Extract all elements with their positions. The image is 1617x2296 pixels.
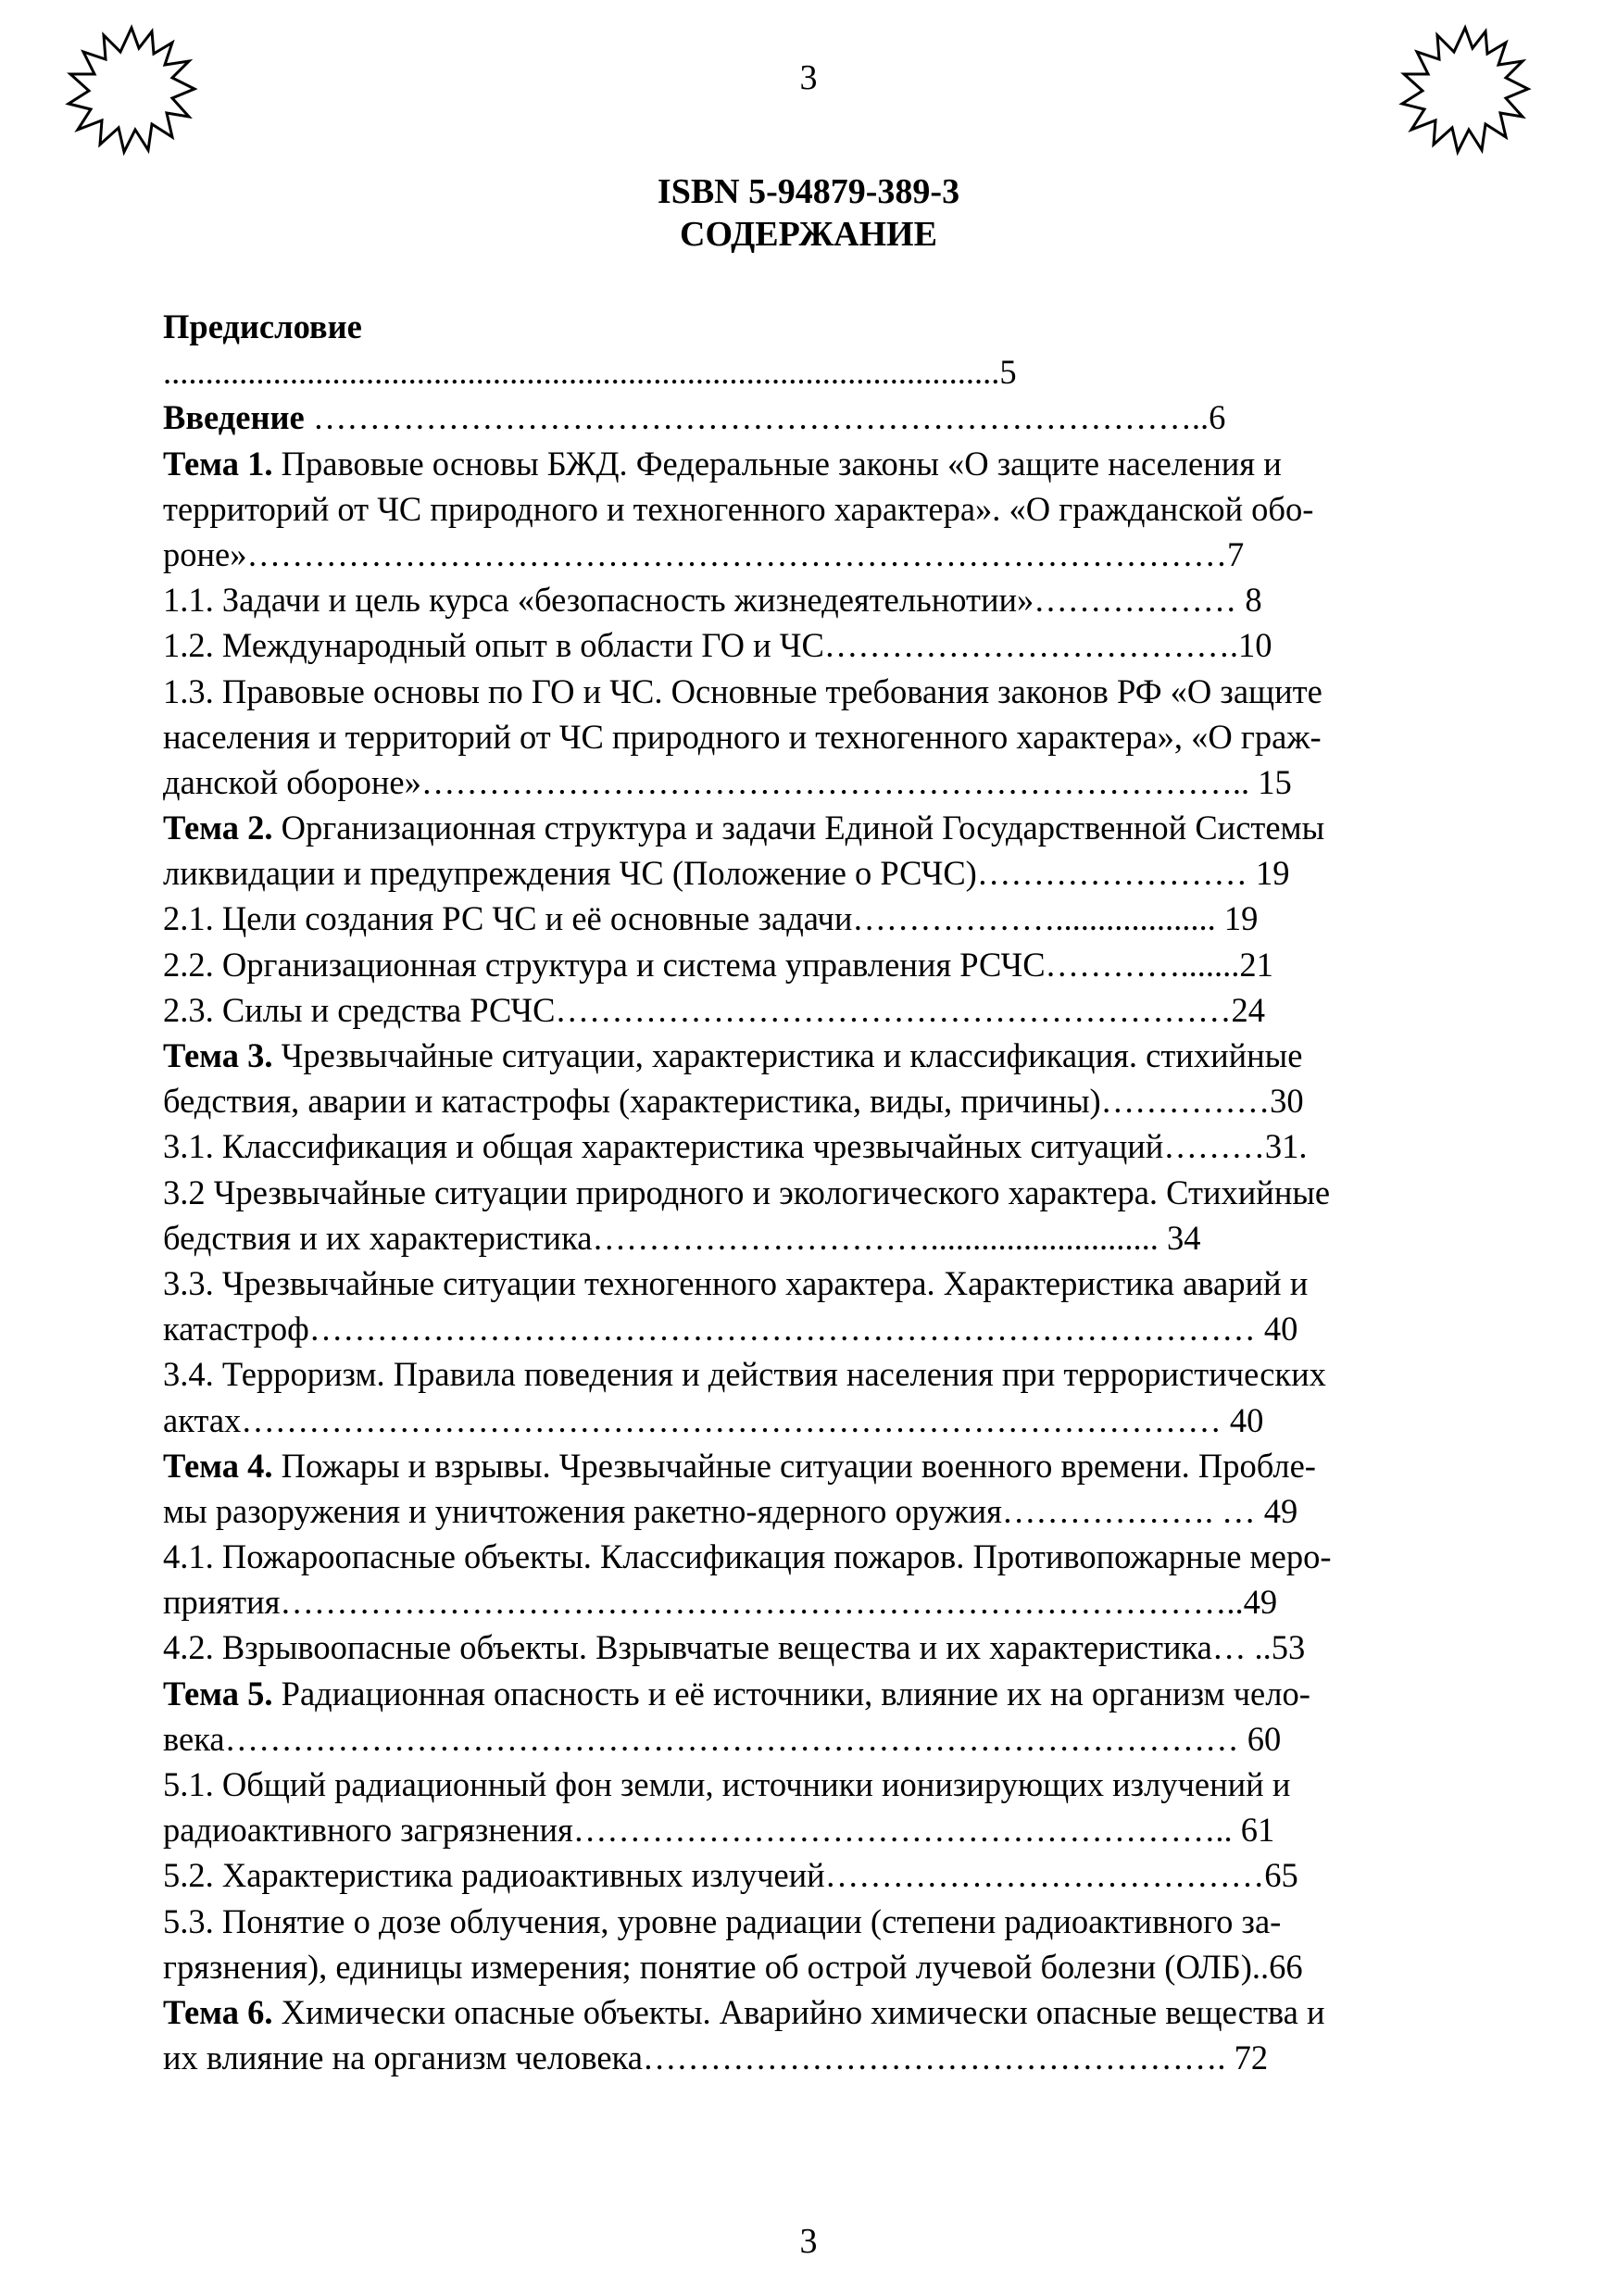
toc-line <box>163 1123 1511 1169</box>
toc-line-text: их влияние на организм человека……………………………………………. 72 <box>163 2039 1269 2077</box>
toc-line <box>163 850 1511 896</box>
toc-line-text: роне»……………………………………………………………………………7 <box>163 534 1245 573</box>
toc-line <box>163 304 1511 349</box>
toc-line <box>163 1899 1511 1944</box>
toc-line <box>163 1170 1511 1215</box>
toc-line-text: катастроф………………………………………………………………………… 40 <box>163 1310 1298 1349</box>
toc-line-text: 5.1. Общий радиационный фон земли, источники ионизирующих излучений и <box>163 1765 1291 1803</box>
toc-line-text: населения и территорий от ЧС природного и техногенного характера», «О граж- <box>163 717 1322 756</box>
toc-line <box>163 1443 1511 1488</box>
page-number-top: 3 <box>799 58 818 97</box>
toc-line-text: ...................................................................................................5 <box>163 353 1017 392</box>
toc-line-bold: Предисловие <box>163 307 362 345</box>
toc-line-bold: Тема 3. <box>163 1036 273 1074</box>
toc-line-text: Пожары и взрывы. Чрезвычайные ситуации военного времени. Пробле- <box>272 1446 1316 1485</box>
toc-line-text: 5.3. Понятие о дозе облучения, уровне радиации (степени радиоактивного за- <box>163 1901 1282 1940</box>
toc-line <box>163 622 1511 668</box>
toc-line <box>163 805 1511 850</box>
toc-line-text: 1.2. Международный опыт в области ГО и ЧС……………………………….10 <box>163 626 1272 665</box>
toc-line <box>163 942 1511 987</box>
toc-line <box>163 759 1511 805</box>
toc-line <box>163 669 1511 714</box>
contents-title: СОДЕРЖАНИЕ <box>680 215 937 254</box>
toc-line-bold: Тема 6. <box>163 1992 273 2031</box>
toc-line <box>163 1989 1511 2035</box>
toc-line-bold: Тема 1. <box>163 444 273 483</box>
toc-line-text: 3.3. Чрезвычайные ситуации техногенного характера. Характеристика аварий и <box>163 1263 1309 1302</box>
toc-line-text: 3.4. Терроризм. Правила поведения и действия населения при террористических <box>163 1355 1326 1394</box>
toc-line-text: 1.1. Задачи и цель курса «безопасность жизнедеятельнотии»……………… 8 <box>163 581 1262 620</box>
toc-line <box>163 714 1511 759</box>
toc-line-text: 4.1. Пожароопасные объекты. Классификация пожаров. Противопожарные меро- <box>163 1537 1332 1576</box>
toc-line-text: 2.3. Силы и средства РСЧС……………………………………………………24 <box>163 990 1265 1029</box>
toc-line-bold: Тема 4. <box>163 1446 273 1485</box>
toc-line-bold: Тема 5. <box>163 1674 273 1713</box>
toc-line <box>163 1033 1511 1078</box>
toc-line-text: 3.1. Классификация и общая характеристика чрезвычайных ситуаций………31. <box>163 1127 1308 1166</box>
toc-line-text: мы разоружения и уничтожения ракетно-ядерного оружия………………. … 49 <box>163 1491 1298 1530</box>
toc-line-text: Правовые основы БЖД. Федеральные законы «О защите населения и <box>272 444 1282 483</box>
toc-line <box>163 1625 1511 1670</box>
toc-line-text: приятия…………………………………………………………………………..49 <box>163 1583 1278 1622</box>
toc-line <box>163 441 1511 486</box>
toc-line <box>163 987 1511 1033</box>
toc-line <box>163 532 1511 577</box>
toc-line <box>163 2035 1511 2080</box>
toc-line <box>163 349 1511 395</box>
toc-line <box>163 1306 1511 1351</box>
toc-line <box>163 1852 1511 1898</box>
toc-line-text: века……………………………………………………………………………… 60 <box>163 1719 1282 1758</box>
toc-line <box>163 1261 1511 1306</box>
toc-line-text: 1.3. Правовые основы по ГО и ЧС. Основные требования законов РФ «О защите <box>163 671 1322 710</box>
toc-line <box>163 395 1511 440</box>
toc-line-bold: Введение <box>163 398 305 437</box>
toc-line-text: 2.1. Цели создания РС ЧС и её основные задачи………………................... 19 <box>163 899 1259 938</box>
toc-line-text: территорий от ЧС природного и техногенного характера». «О гражданской обо- <box>163 489 1314 528</box>
toc-line <box>163 1579 1511 1625</box>
toc-line-text: Химически опасные объекты. Аварийно химически опасные вещества и <box>272 1992 1325 2031</box>
table-of-contents <box>163 304 1511 2080</box>
toc-line-text: ……………………………………………………………………..6 <box>304 398 1226 437</box>
toc-line <box>163 1078 1511 1123</box>
toc-line <box>163 1215 1511 1261</box>
toc-line-text: Организационная структура и задачи Единой Государственной Системы <box>272 809 1325 847</box>
toc-line-text: 5.2. Характеристика радиоактивных излучеий…………………………………65 <box>163 1856 1298 1895</box>
toc-line-text: 3.2 Чрезвычайные ситуации природного и экологического характера. Стихийные <box>163 1173 1331 1211</box>
toc-line <box>163 1534 1511 1579</box>
page-number-bottom: 3 <box>799 2222 818 2261</box>
toc-line <box>163 1398 1511 1443</box>
toc-line-text: радиоактивного загрязнения………………………………………………….. 61 <box>163 1811 1275 1850</box>
toc-line <box>163 577 1511 622</box>
toc-line <box>163 896 1511 941</box>
toc-line-text: 4.2. Взрывоопасные объекты. Взрывчатые вещества и их характеристика… ..53 <box>163 1628 1306 1667</box>
toc-line <box>163 486 1511 532</box>
toc-line-text: актах…………………………………………………………………………… 40 <box>163 1400 1264 1439</box>
toc-line-text: данской обороне»……………………………………………………………….. 15 <box>163 762 1292 801</box>
toc-line-text: Радиационная опасность и её источники, влияние их на организм чело- <box>272 1674 1310 1713</box>
toc-line <box>163 1671 1511 1716</box>
toc-line-text: Чрезвычайные ситуации, характеристика и классификация. стихийные <box>272 1036 1303 1074</box>
toc-line <box>163 1716 1511 1762</box>
toc-line <box>163 1351 1511 1397</box>
toc-line-text: бедствия и их характеристика…………………………........................... 34 <box>163 1218 1201 1257</box>
toc-line-bold: Тема 2. <box>163 809 273 847</box>
toc-line <box>163 1762 1511 1807</box>
toc-line-text: бедствия, аварии и катастрофы (характеристика, виды, причины)……………30 <box>163 1082 1304 1121</box>
toc-line <box>163 1488 1511 1534</box>
toc-line-text: ликвидации и предупреждения ЧС (Положение о РСЧС)…………………… 19 <box>163 854 1290 893</box>
toc-line-text: грязнения), единицы измерения; понятие об острой лучевой болезни (ОЛБ)..66 <box>163 1947 1303 1986</box>
toc-line <box>163 1944 1511 1989</box>
isbn-heading: ISBN 5-94879-389-3 <box>657 172 960 211</box>
toc-line <box>163 1807 1511 1852</box>
toc-line-text: 2.2. Организационная структура и система управления РСЧС………….......21 <box>163 945 1273 984</box>
